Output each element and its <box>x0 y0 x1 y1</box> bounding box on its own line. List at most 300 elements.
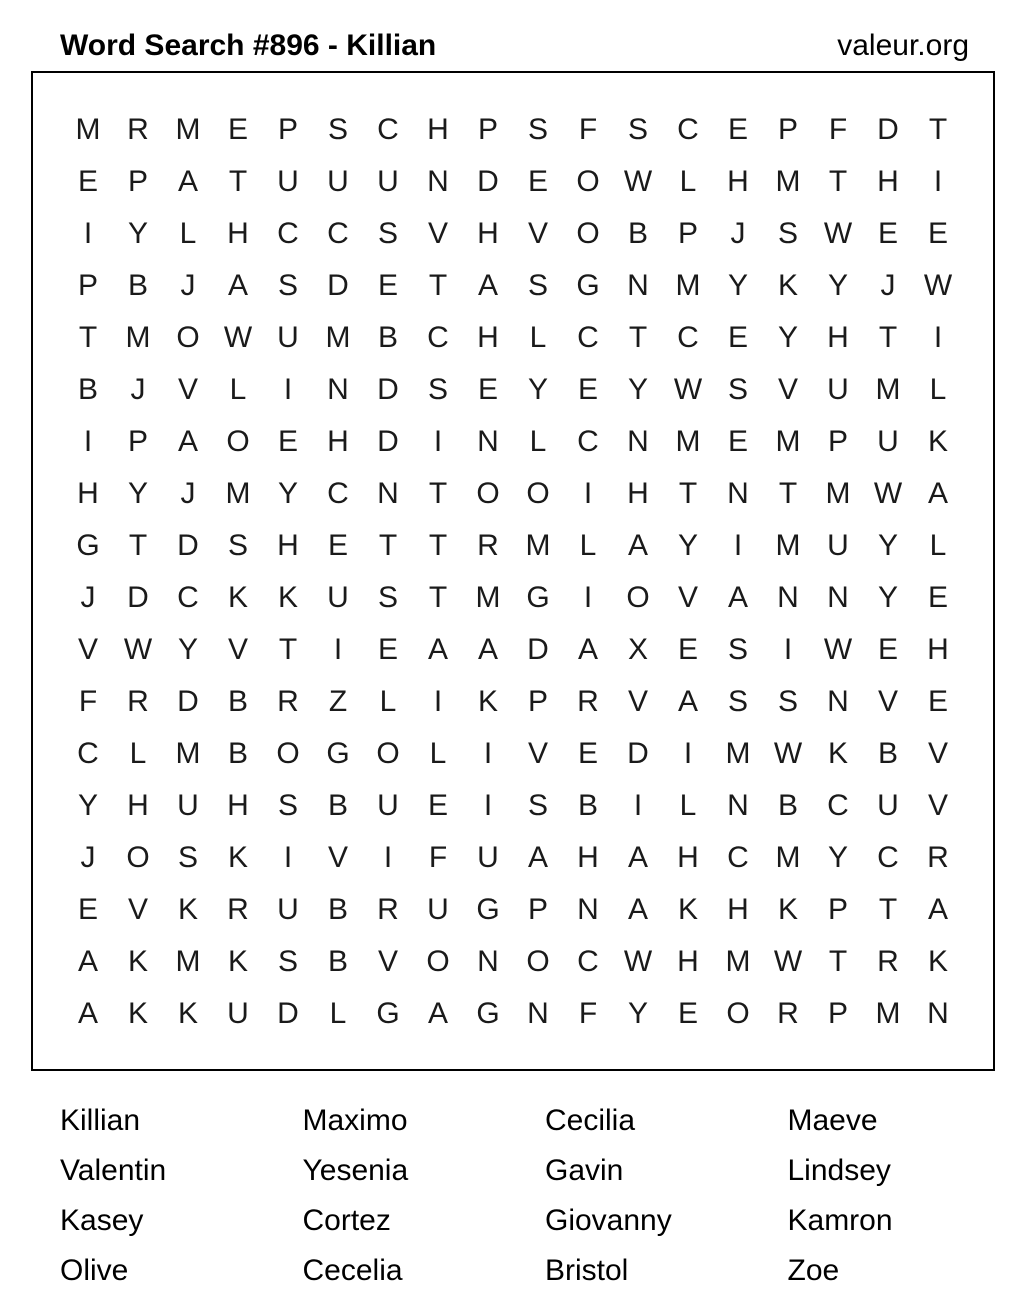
grid-cell[interactable]: S <box>527 113 548 146</box>
grid-cell[interactable]: V <box>627 685 648 718</box>
grid-cell[interactable]: I <box>283 841 293 874</box>
grid-cell[interactable]: B <box>577 789 598 822</box>
grid-cell[interactable]: J <box>80 581 96 614</box>
grid-cell[interactable]: T <box>778 477 798 510</box>
grid-cell[interactable]: A <box>627 841 648 874</box>
grid-cell[interactable]: C <box>377 113 399 146</box>
grid-cell[interactable]: P <box>827 425 848 458</box>
grid-cell[interactable]: I <box>633 789 643 822</box>
grid-cell[interactable]: Z <box>328 685 348 718</box>
grid-cell[interactable]: H <box>677 841 699 874</box>
grid-cell[interactable]: N <box>327 373 349 406</box>
grid-cell[interactable]: O <box>126 841 150 874</box>
grid-cell[interactable]: C <box>577 425 599 458</box>
grid-cell[interactable]: T <box>278 633 298 666</box>
grid-cell[interactable]: M <box>775 841 801 874</box>
grid-cell[interactable]: J <box>880 269 896 302</box>
grid-cell[interactable]: V <box>677 581 698 614</box>
grid-cell[interactable]: I <box>383 841 393 874</box>
grid-cell[interactable]: R <box>927 841 949 874</box>
grid-cell[interactable]: S <box>627 113 648 146</box>
grid-cell[interactable]: A <box>227 269 248 302</box>
grid-cell[interactable]: G <box>326 737 350 770</box>
grid-cell[interactable]: D <box>377 425 399 458</box>
grid-cell[interactable]: O <box>276 737 300 770</box>
grid-cell[interactable]: D <box>377 373 399 406</box>
grid-cell[interactable]: W <box>773 945 803 978</box>
grid-cell[interactable]: H <box>577 841 599 874</box>
grid-cell[interactable]: E <box>477 373 498 406</box>
grid-cell[interactable]: E <box>677 633 698 666</box>
grid-cell[interactable]: C <box>77 737 99 770</box>
grid-cell[interactable]: M <box>875 997 901 1030</box>
grid-cell[interactable]: K <box>227 945 248 978</box>
grid-cell[interactable]: A <box>77 997 98 1030</box>
grid-cell[interactable]: Y <box>777 321 798 354</box>
grid-cell[interactable]: P <box>127 165 148 198</box>
grid-cell[interactable]: T <box>828 945 848 978</box>
grid-cell[interactable]: K <box>177 893 198 926</box>
grid-cell[interactable]: M <box>675 269 701 302</box>
grid-cell[interactable]: V <box>77 633 98 666</box>
grid-cell[interactable]: R <box>277 685 299 718</box>
grid-cell[interactable]: S <box>427 373 448 406</box>
grid-cell[interactable]: A <box>577 633 598 666</box>
grid-cell[interactable]: G <box>76 529 100 562</box>
grid-cell[interactable]: I <box>433 685 443 718</box>
grid-cell[interactable]: O <box>726 997 750 1030</box>
grid-cell[interactable]: M <box>325 321 351 354</box>
grid-cell[interactable]: F <box>78 685 98 718</box>
grid-cell[interactable]: Y <box>827 841 848 874</box>
grid-cell[interactable]: I <box>433 425 443 458</box>
grid-cell[interactable]: D <box>177 685 199 718</box>
grid-cell[interactable]: K <box>227 581 248 614</box>
grid-cell[interactable]: E <box>927 217 948 250</box>
grid-cell[interactable]: S <box>277 945 298 978</box>
grid-cell[interactable]: B <box>327 893 348 926</box>
grid-cell[interactable]: L <box>329 997 347 1030</box>
grid-cell[interactable]: C <box>427 321 449 354</box>
grid-cell[interactable]: M <box>775 165 801 198</box>
grid-cell[interactable]: O <box>576 217 600 250</box>
grid-cell[interactable]: O <box>226 425 250 458</box>
grid-cell[interactable]: M <box>175 737 201 770</box>
grid-cell[interactable]: N <box>827 685 849 718</box>
grid-cell[interactable]: M <box>875 373 901 406</box>
grid-cell[interactable]: Y <box>627 373 648 406</box>
grid-cell[interactable]: W <box>123 633 153 666</box>
grid-cell[interactable]: O <box>426 945 450 978</box>
grid-cell[interactable]: S <box>777 685 798 718</box>
grid-cell[interactable]: Y <box>77 789 98 822</box>
grid-cell[interactable]: E <box>727 113 748 146</box>
grid-cell[interactable]: V <box>177 373 198 406</box>
grid-cell[interactable]: J <box>180 269 196 302</box>
grid-cell[interactable]: D <box>127 581 149 614</box>
grid-cell[interactable]: V <box>377 945 398 978</box>
grid-cell[interactable]: B <box>77 373 98 406</box>
grid-cell[interactable]: N <box>527 997 549 1030</box>
grid-cell[interactable]: B <box>327 789 348 822</box>
grid-cell[interactable]: E <box>327 529 348 562</box>
grid-cell[interactable]: Y <box>627 997 648 1030</box>
grid-cell[interactable]: T <box>928 113 948 146</box>
grid-cell[interactable]: V <box>527 217 548 250</box>
grid-cell[interactable]: T <box>428 477 448 510</box>
grid-cell[interactable]: C <box>677 113 699 146</box>
grid-cell[interactable]: J <box>730 217 746 250</box>
grid-cell[interactable]: S <box>227 529 248 562</box>
grid-cell[interactable]: Y <box>177 633 198 666</box>
grid-cell[interactable]: X <box>627 633 648 666</box>
grid-cell[interactable]: I <box>583 581 593 614</box>
grid-cell[interactable]: H <box>677 945 699 978</box>
grid-cell[interactable]: M <box>775 425 801 458</box>
grid-cell[interactable]: Y <box>727 269 748 302</box>
grid-cell[interactable]: E <box>727 425 748 458</box>
grid-cell[interactable]: L <box>129 737 147 770</box>
grid-cell[interactable]: N <box>627 269 649 302</box>
grid-cell[interactable]: Y <box>877 581 898 614</box>
grid-cell[interactable]: E <box>577 737 598 770</box>
grid-cell[interactable]: F <box>578 997 598 1030</box>
grid-cell[interactable]: B <box>227 685 248 718</box>
grid-cell[interactable]: L <box>229 373 247 406</box>
grid-cell[interactable]: O <box>576 165 600 198</box>
grid-cell[interactable]: C <box>877 841 899 874</box>
grid-cell[interactable]: G <box>576 269 600 302</box>
grid-cell[interactable]: U <box>177 789 199 822</box>
grid-cell[interactable]: U <box>277 165 299 198</box>
grid-cell[interactable]: S <box>377 581 398 614</box>
grid-cell[interactable]: D <box>877 113 899 146</box>
grid-cell[interactable]: K <box>177 997 198 1030</box>
grid-cell[interactable]: D <box>177 529 199 562</box>
grid-cell[interactable]: P <box>827 997 848 1030</box>
grid-cell[interactable]: H <box>727 165 749 198</box>
grid-cell[interactable]: A <box>177 165 198 198</box>
grid-cell[interactable]: G <box>476 997 500 1030</box>
grid-cell[interactable]: C <box>327 477 349 510</box>
grid-cell[interactable]: H <box>727 893 749 926</box>
grid-cell[interactable]: G <box>376 997 400 1030</box>
grid-cell[interactable]: M <box>775 529 801 562</box>
grid-cell[interactable]: P <box>127 425 148 458</box>
grid-cell[interactable]: L <box>529 321 547 354</box>
grid-cell[interactable]: W <box>623 165 653 198</box>
grid-cell[interactable]: K <box>127 997 148 1030</box>
grid-cell[interactable]: U <box>877 789 899 822</box>
grid-cell[interactable]: V <box>427 217 448 250</box>
grid-cell[interactable]: I <box>283 373 293 406</box>
grid-cell[interactable]: P <box>777 113 798 146</box>
grid-cell[interactable]: S <box>177 841 198 874</box>
grid-cell[interactable]: N <box>427 165 449 198</box>
grid-cell[interactable]: I <box>783 633 793 666</box>
grid-cell[interactable]: I <box>333 633 343 666</box>
grid-cell[interactable]: E <box>577 373 598 406</box>
grid-cell[interactable]: T <box>878 321 898 354</box>
grid-cell[interactable]: J <box>180 477 196 510</box>
grid-cell[interactable]: L <box>679 165 697 198</box>
grid-cell[interactable]: N <box>477 425 499 458</box>
grid-cell[interactable]: H <box>227 789 249 822</box>
grid-cell[interactable]: T <box>428 581 448 614</box>
grid-cell[interactable]: J <box>80 841 96 874</box>
grid-cell[interactable]: A <box>727 581 748 614</box>
grid-cell[interactable]: V <box>777 373 798 406</box>
grid-cell[interactable]: S <box>527 789 548 822</box>
grid-cell[interactable]: A <box>477 269 498 302</box>
grid-cell[interactable]: M <box>825 477 851 510</box>
grid-cell[interactable]: A <box>177 425 198 458</box>
grid-cell[interactable]: T <box>828 165 848 198</box>
grid-cell[interactable]: R <box>227 893 249 926</box>
grid-cell[interactable]: B <box>327 945 348 978</box>
grid-cell[interactable]: U <box>427 893 449 926</box>
grid-cell[interactable]: I <box>483 789 493 822</box>
grid-cell[interactable]: M <box>75 113 101 146</box>
grid-cell[interactable]: B <box>877 737 898 770</box>
grid-cell[interactable]: O <box>376 737 400 770</box>
grid-cell[interactable]: K <box>927 425 948 458</box>
grid-cell[interactable]: E <box>677 997 698 1030</box>
grid-cell[interactable]: U <box>827 373 849 406</box>
grid-cell[interactable]: L <box>929 529 947 562</box>
grid-cell[interactable]: N <box>377 477 399 510</box>
grid-cell[interactable]: Y <box>827 269 848 302</box>
grid-cell[interactable]: D <box>627 737 649 770</box>
grid-cell[interactable]: Y <box>277 477 298 510</box>
grid-cell[interactable]: M <box>525 529 551 562</box>
grid-cell[interactable]: B <box>127 269 148 302</box>
grid-cell[interactable]: B <box>627 217 648 250</box>
grid-cell[interactable]: H <box>77 477 99 510</box>
grid-cell[interactable]: S <box>327 113 348 146</box>
grid-cell[interactable]: U <box>227 997 249 1030</box>
grid-cell[interactable]: P <box>677 217 698 250</box>
grid-cell[interactable]: W <box>223 321 253 354</box>
grid-cell[interactable]: O <box>526 477 550 510</box>
grid-cell[interactable]: E <box>277 425 298 458</box>
grid-cell[interactable]: I <box>933 321 943 354</box>
grid-cell[interactable]: A <box>427 997 448 1030</box>
grid-cell[interactable]: C <box>677 321 699 354</box>
grid-cell[interactable]: T <box>428 269 448 302</box>
grid-cell[interactable]: U <box>277 893 299 926</box>
grid-cell[interactable]: F <box>828 113 848 146</box>
grid-cell[interactable]: U <box>327 581 349 614</box>
grid-cell[interactable]: O <box>476 477 500 510</box>
grid-cell[interactable]: M <box>125 321 151 354</box>
grid-cell[interactable]: O <box>626 581 650 614</box>
grid-cell[interactable]: H <box>277 529 299 562</box>
grid-cell[interactable]: Y <box>527 373 548 406</box>
grid-cell[interactable]: L <box>379 685 397 718</box>
grid-cell[interactable]: S <box>727 633 748 666</box>
grid-cell[interactable]: U <box>277 321 299 354</box>
grid-cell[interactable]: D <box>277 997 299 1030</box>
grid-cell[interactable]: E <box>377 269 398 302</box>
grid-cell[interactable]: H <box>627 477 649 510</box>
grid-cell[interactable]: V <box>327 841 348 874</box>
grid-cell[interactable]: D <box>477 165 499 198</box>
grid-cell[interactable]: N <box>777 581 799 614</box>
grid-cell[interactable]: T <box>628 321 648 354</box>
grid-cell[interactable]: P <box>827 893 848 926</box>
grid-cell[interactable]: U <box>377 165 399 198</box>
grid-cell[interactable]: M <box>475 581 501 614</box>
grid-cell[interactable]: R <box>127 113 149 146</box>
grid-cell[interactable]: A <box>527 841 548 874</box>
grid-cell[interactable]: L <box>929 373 947 406</box>
grid-cell[interactable]: B <box>227 737 248 770</box>
grid-cell[interactable]: K <box>677 893 698 926</box>
grid-cell[interactable]: S <box>377 217 398 250</box>
grid-cell[interactable]: V <box>227 633 248 666</box>
grid-cell[interactable]: P <box>277 113 298 146</box>
grid-cell[interactable]: I <box>483 737 493 770</box>
grid-cell[interactable]: C <box>177 581 199 614</box>
grid-cell[interactable]: M <box>175 113 201 146</box>
grid-cell[interactable]: D <box>527 633 549 666</box>
grid-cell[interactable]: E <box>877 217 898 250</box>
grid-cell[interactable]: W <box>773 737 803 770</box>
grid-cell[interactable]: L <box>579 529 597 562</box>
grid-cell[interactable]: S <box>777 217 798 250</box>
grid-cell[interactable]: V <box>877 685 898 718</box>
grid-cell[interactable]: T <box>678 477 698 510</box>
grid-cell[interactable]: G <box>526 581 550 614</box>
grid-cell[interactable]: E <box>77 165 98 198</box>
grid-cell[interactable]: E <box>77 893 98 926</box>
grid-cell[interactable]: C <box>577 945 599 978</box>
grid-cell[interactable]: Y <box>677 529 698 562</box>
grid-cell[interactable]: A <box>677 685 698 718</box>
grid-cell[interactable]: T <box>378 529 398 562</box>
grid-cell[interactable]: K <box>477 685 498 718</box>
grid-cell[interactable]: C <box>827 789 849 822</box>
grid-cell[interactable]: A <box>927 893 948 926</box>
grid-cell[interactable]: N <box>627 425 649 458</box>
grid-cell[interactable]: U <box>877 425 899 458</box>
grid-cell[interactable]: A <box>927 477 948 510</box>
grid-cell[interactable]: R <box>377 893 399 926</box>
grid-cell[interactable]: W <box>923 269 953 302</box>
grid-cell[interactable]: U <box>327 165 349 198</box>
grid-cell[interactable]: E <box>927 581 948 614</box>
grid-cell[interactable]: B <box>777 789 798 822</box>
grid-cell[interactable]: T <box>78 321 98 354</box>
grid-cell[interactable]: N <box>827 581 849 614</box>
grid-cell[interactable]: N <box>727 477 749 510</box>
grid-cell[interactable]: M <box>725 945 751 978</box>
grid-cell[interactable]: E <box>377 633 398 666</box>
grid-cell[interactable]: C <box>327 217 349 250</box>
grid-cell[interactable]: H <box>427 113 449 146</box>
grid-cell[interactable]: V <box>927 737 948 770</box>
grid-cell[interactable]: K <box>827 737 848 770</box>
grid-cell[interactable]: L <box>679 789 697 822</box>
grid-cell[interactable]: I <box>733 529 743 562</box>
grid-cell[interactable]: U <box>827 529 849 562</box>
grid-cell[interactable]: L <box>429 737 447 770</box>
grid-cell[interactable]: H <box>877 165 899 198</box>
grid-cell[interactable]: H <box>127 789 149 822</box>
grid-cell[interactable]: W <box>823 217 853 250</box>
grid-cell[interactable]: A <box>77 945 98 978</box>
grid-cell[interactable]: I <box>683 737 693 770</box>
grid-cell[interactable]: M <box>225 477 251 510</box>
grid-cell[interactable]: K <box>927 945 948 978</box>
grid-cell[interactable]: R <box>577 685 599 718</box>
grid-cell[interactable]: I <box>83 425 93 458</box>
grid-cell[interactable]: L <box>179 217 197 250</box>
grid-cell[interactable]: O <box>526 945 550 978</box>
grid-cell[interactable]: I <box>933 165 943 198</box>
grid-cell[interactable]: P <box>527 893 548 926</box>
grid-cell[interactable]: O <box>176 321 200 354</box>
grid-cell[interactable]: R <box>777 997 799 1030</box>
grid-cell[interactable]: V <box>527 737 548 770</box>
grid-cell[interactable]: V <box>127 893 148 926</box>
grid-cell[interactable]: U <box>377 789 399 822</box>
grid-cell[interactable]: S <box>527 269 548 302</box>
grid-cell[interactable]: K <box>277 581 298 614</box>
grid-cell[interactable]: W <box>823 633 853 666</box>
grid-cell[interactable]: H <box>927 633 949 666</box>
grid-cell[interactable]: H <box>327 425 349 458</box>
grid-cell[interactable]: N <box>477 945 499 978</box>
grid-cell[interactable]: C <box>727 841 749 874</box>
grid-cell[interactable]: H <box>477 321 499 354</box>
grid-cell[interactable]: D <box>327 269 349 302</box>
grid-cell[interactable]: G <box>476 893 500 926</box>
grid-cell[interactable]: H <box>477 217 499 250</box>
grid-cell[interactable]: C <box>577 321 599 354</box>
grid-cell[interactable]: F <box>428 841 448 874</box>
grid-cell[interactable]: E <box>527 165 548 198</box>
grid-cell[interactable]: K <box>777 269 798 302</box>
grid-cell[interactable]: W <box>873 477 903 510</box>
grid-cell[interactable]: K <box>127 945 148 978</box>
grid-cell[interactable]: S <box>727 373 748 406</box>
grid-cell[interactable]: E <box>927 685 948 718</box>
grid-cell[interactable]: W <box>623 945 653 978</box>
grid-cell[interactable]: U <box>477 841 499 874</box>
grid-cell[interactable]: N <box>727 789 749 822</box>
grid-cell[interactable]: I <box>83 217 93 250</box>
grid-cell[interactable]: M <box>675 425 701 458</box>
grid-cell[interactable]: H <box>827 321 849 354</box>
grid-cell[interactable]: T <box>228 165 248 198</box>
grid-cell[interactable]: F <box>578 113 598 146</box>
grid-cell[interactable]: S <box>277 269 298 302</box>
grid-cell[interactable]: B <box>377 321 398 354</box>
grid-cell[interactable]: K <box>227 841 248 874</box>
grid-cell[interactable]: A <box>627 529 648 562</box>
grid-cell[interactable]: K <box>777 893 798 926</box>
grid-cell[interactable]: E <box>727 321 748 354</box>
grid-cell[interactable]: L <box>529 425 547 458</box>
grid-cell[interactable]: N <box>577 893 599 926</box>
grid-cell[interactable]: S <box>277 789 298 822</box>
grid-cell[interactable]: Y <box>127 477 148 510</box>
grid-cell[interactable]: R <box>877 945 899 978</box>
grid-cell[interactable]: Y <box>127 217 148 250</box>
grid-cell[interactable]: T <box>428 529 448 562</box>
